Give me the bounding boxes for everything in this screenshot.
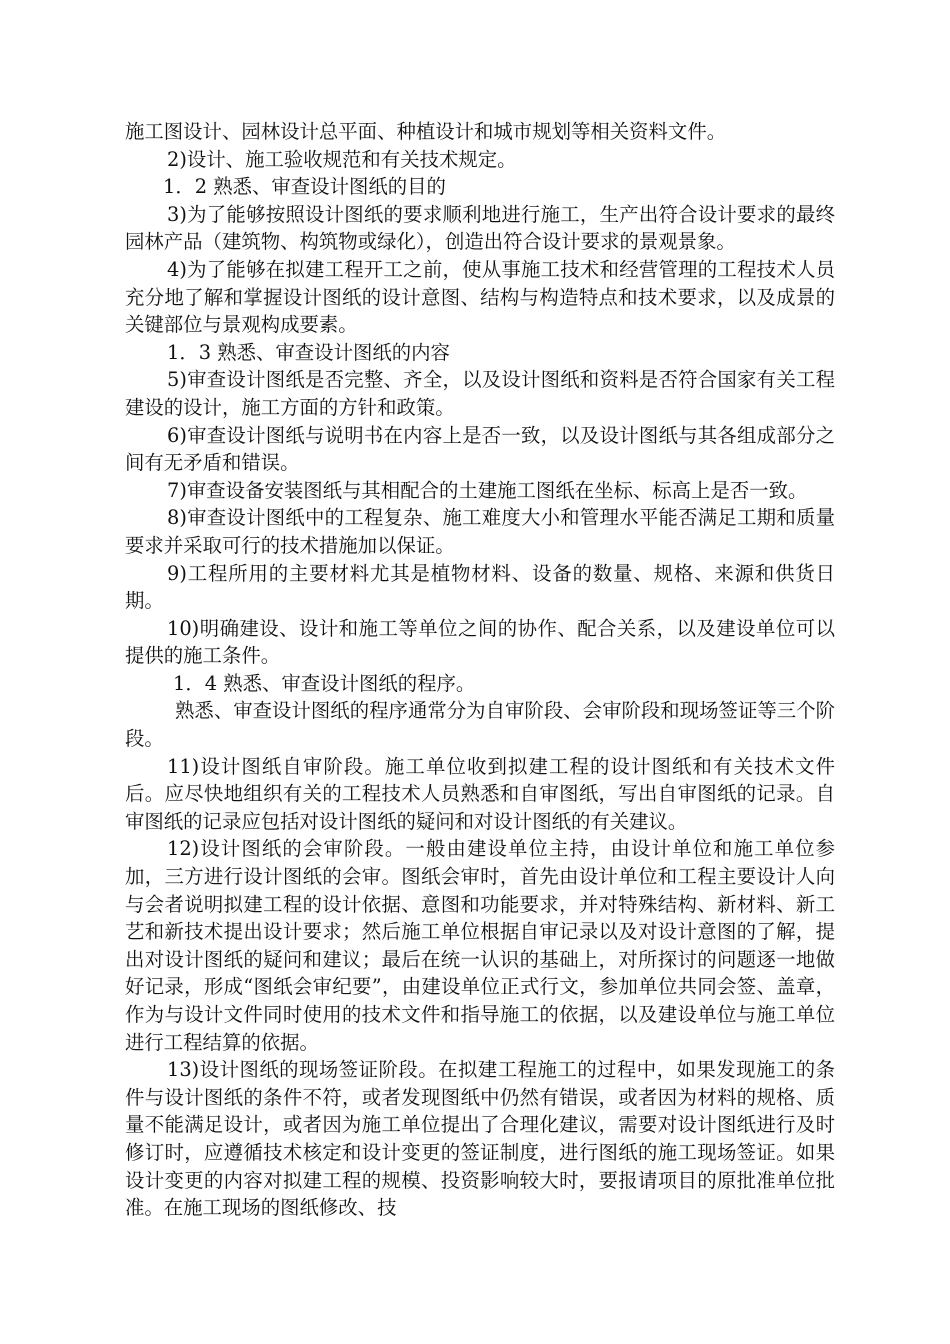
paragraph-item-11: 11)设计图纸自审阶段。施工单位收到拟建工程的设计图纸和有关技术文件后。应尽快地组织有关的工程技术人员熟悉和自审图纸，写出自审图纸的记录。自审图纸的记录应包括对设计图纸的疑问和对设计图纸的有关建议。 [125,754,835,833]
paragraph-item-4: 4)为了能够在拟建工程开工之前，使从事施工技术和经营管理的工程技术人员充分地了解和掌握设计图纸的设计意图、结构与构造特点和技术要求，以及成景的关键部位与景观构成要素。 [125,257,835,337]
document-body [125,118,835,1222]
paragraph-reference-docs: 施工图设计、园林设计总平面、种植设计和城市规划等相关资料文件。 [125,120,727,143]
section-heading-1-4: 1．4 熟悉、审查设计图纸的程序。 [173,671,476,695]
paragraph-item-13: 13)设计图纸的现场签证阶段。在拟建工程施工的过程中，如果发现施工的条件与设计图纸的条件不符，或者发现图纸中仍然有错误，或者因为材料的规格、质量不能满足设计，或者因为施工单位提出了合理化建议，需要对设计图纸进行及时修订时，应遵循技术核定和设计变更的签证制度，进行图纸的施工现场签证。如果设计变更的内容对拟建工程的规模、投资影响较大时，要报请项目的原批准单位批准。在施工现场的图纸修改、技 [125,1058,835,1220]
paragraph-item-8: 8)审查设计图纸中的工程复杂、施工难度大小和管理水平能否满足工期和质量要求并采取可行的技术措施加以保证。 [125,506,835,557]
section-heading-1-3: 1．3 熟悉、审查设计图纸的内容 [167,340,450,364]
paragraph-item-6: 6)审查设计图纸与说明书在内容上是否一致，以及设计图纸与其各组成部分之间有无矛盾和错误。 [125,423,835,475]
paragraph-review-stages: 熟悉、审查设计图纸的程序通常分为自审阶段、会审阶段和现场签证等三个阶段。 [125,699,835,751]
paragraph-item-5: 5)审查设计图纸是否完整、齐全，以及设计图纸和资料是否符合国家有关工程建设的设计，施工方面的方针和政策。 [125,368,835,419]
paragraph-item-7: 7)审查设备安装图纸与其相配合的土建施工图纸在坐标、标高上是否一致。 [167,478,808,502]
section-heading-1-2: 1．2 熟悉、审查设计图纸的目的 [163,175,446,199]
paragraph-item-10: 10)明确建设、设计和施工等单位之间的协作、配合关系，以及建设单位可以提供的施工条件。 [125,616,835,668]
paragraph-item-9: 9)工程所用的主要材料尤其是植物材料、设备的数量、规格、来源和供货日期。 [125,561,835,613]
paragraph-item-2: 2)设计、施工验收规范和有关技术规定。 [167,147,517,171]
paragraph-item-12: 12)设计图纸的会审阶段。一般由建设单位主持，由设计单位和施工单位参加，三方进行设计图纸的会审。图纸会审时，首先由设计单位和工程主要设计人向与会者说明拟建工程的设计依据、意图和功能要求，并对特殊结构、新材料、新工艺和新技术提出设计要求；然后施工单位根据自审记录以及对设计意图的了解，提出对设计图纸的疑问和建议；最后在统一认识的基础上，对所探讨的问题逐一地做好记录，形成“图纸会审纪要”，由建设单位正式行文，参加单位共同会签、盖章，作为与设计文件同时使用的技术文件和指导施工的依据，以及建设单位与施工单位进行工程结算的依据。 [125,837,835,1054]
paragraph-item-3: 3)为了能够按照设计图纸的要求顺利地进行施工，生产出符合设计要求的最终园林产品（建筑物、构筑物或绿化），创造出符合设计要求的景观景象。 [125,202,835,254]
